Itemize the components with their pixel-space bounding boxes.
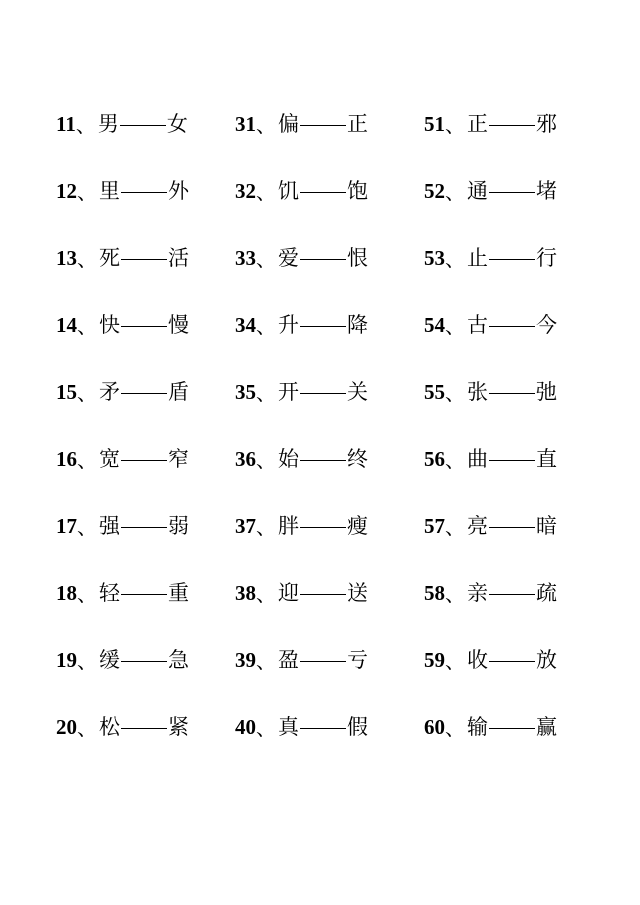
enumeration-comma: 、 bbox=[445, 246, 465, 271]
antonym-pair bbox=[235, 426, 425, 493]
antonym-pair bbox=[56, 91, 246, 158]
pair-number: 51 bbox=[424, 112, 445, 136]
antonym-pair bbox=[424, 225, 614, 292]
enumeration-comma: 、 bbox=[77, 514, 97, 539]
pair-number: 37 bbox=[235, 514, 256, 538]
enumeration-comma: 、 bbox=[77, 648, 97, 673]
left-word: 曲 bbox=[467, 447, 488, 471]
enumeration-comma: 、 bbox=[445, 179, 465, 204]
antonym-column-3 bbox=[424, 91, 614, 761]
enumeration-comma: 、 bbox=[256, 581, 276, 606]
right-word: 亏 bbox=[347, 648, 368, 672]
right-word: 弛 bbox=[536, 380, 557, 404]
long-dash-connector bbox=[489, 125, 535, 126]
enumeration-comma: 、 bbox=[256, 246, 276, 271]
left-word: 张 bbox=[467, 380, 488, 404]
enumeration-comma: 、 bbox=[256, 112, 276, 137]
enumeration-comma: 、 bbox=[445, 447, 465, 472]
long-dash-connector bbox=[121, 460, 167, 461]
left-word: 升 bbox=[278, 313, 299, 337]
long-dash-connector bbox=[300, 594, 346, 595]
long-dash-connector bbox=[121, 326, 167, 327]
left-word: 盈 bbox=[278, 648, 299, 672]
pair-number: 33 bbox=[235, 246, 256, 270]
long-dash-connector bbox=[121, 728, 167, 729]
enumeration-comma: 、 bbox=[256, 715, 276, 740]
long-dash-connector bbox=[300, 728, 346, 729]
antonym-pair bbox=[235, 91, 425, 158]
left-word: 真 bbox=[278, 715, 299, 739]
antonym-column-2 bbox=[235, 91, 425, 761]
antonym-pair bbox=[56, 493, 246, 560]
right-word: 慢 bbox=[168, 313, 189, 337]
pair-number: 57 bbox=[424, 514, 445, 538]
long-dash-connector bbox=[300, 661, 346, 662]
right-word: 假 bbox=[347, 715, 368, 739]
antonym-pair bbox=[235, 292, 425, 359]
long-dash-connector bbox=[489, 393, 535, 394]
right-word: 降 bbox=[347, 313, 368, 337]
left-word: 收 bbox=[467, 648, 488, 672]
left-word: 松 bbox=[99, 715, 120, 739]
enumeration-comma: 、 bbox=[77, 447, 97, 472]
right-word: 饱 bbox=[347, 179, 368, 203]
antonym-pair bbox=[424, 694, 614, 761]
pair-number: 39 bbox=[235, 648, 256, 672]
antonym-pair bbox=[235, 694, 425, 761]
right-word: 关 bbox=[347, 380, 368, 404]
antonym-pair bbox=[235, 560, 425, 627]
left-word: 里 bbox=[99, 179, 120, 203]
left-word: 死 bbox=[99, 246, 120, 270]
long-dash-connector bbox=[121, 661, 167, 662]
right-word: 急 bbox=[168, 648, 189, 672]
antonym-column-1 bbox=[56, 91, 246, 761]
enumeration-comma: 、 bbox=[256, 179, 276, 204]
enumeration-comma: 、 bbox=[77, 313, 97, 338]
right-word: 堵 bbox=[536, 179, 557, 203]
pair-number: 20 bbox=[56, 715, 77, 739]
antonym-pair bbox=[235, 158, 425, 225]
pair-number: 56 bbox=[424, 447, 445, 471]
pair-number: 19 bbox=[56, 648, 77, 672]
long-dash-connector bbox=[300, 326, 346, 327]
antonym-pair bbox=[424, 292, 614, 359]
pair-number: 58 bbox=[424, 581, 445, 605]
left-word: 输 bbox=[467, 715, 488, 739]
right-word: 暗 bbox=[536, 514, 557, 538]
antonym-pair bbox=[235, 359, 425, 426]
long-dash-connector bbox=[489, 527, 535, 528]
right-word: 赢 bbox=[536, 715, 557, 739]
left-word: 古 bbox=[467, 313, 488, 337]
left-word: 饥 bbox=[278, 179, 299, 203]
enumeration-comma: 、 bbox=[256, 648, 276, 673]
right-word: 疏 bbox=[536, 581, 557, 605]
right-word: 终 bbox=[347, 447, 368, 471]
long-dash-connector bbox=[300, 527, 346, 528]
enumeration-comma: 、 bbox=[445, 648, 465, 673]
enumeration-comma: 、 bbox=[445, 715, 465, 740]
antonym-pair bbox=[56, 158, 246, 225]
left-word: 男 bbox=[97, 112, 119, 136]
right-word: 女 bbox=[166, 112, 188, 136]
right-word: 正 bbox=[347, 112, 368, 136]
long-dash-connector bbox=[489, 326, 535, 327]
pair-number: 53 bbox=[424, 246, 445, 270]
long-dash-connector bbox=[300, 460, 346, 461]
long-dash-connector bbox=[121, 393, 167, 394]
right-word: 恨 bbox=[347, 246, 368, 270]
pair-number: 14 bbox=[56, 313, 77, 337]
long-dash-connector bbox=[121, 594, 167, 595]
right-word: 盾 bbox=[168, 380, 189, 404]
pair-number: 60 bbox=[424, 715, 445, 739]
antonym-pair bbox=[56, 694, 246, 761]
enumeration-comma: 、 bbox=[445, 112, 465, 137]
antonym-pair bbox=[424, 426, 614, 493]
pair-number: 36 bbox=[235, 447, 256, 471]
right-word: 窄 bbox=[168, 447, 189, 471]
antonym-pair bbox=[56, 560, 246, 627]
right-word: 行 bbox=[536, 246, 557, 270]
antonym-pair bbox=[56, 292, 246, 359]
long-dash-connector bbox=[489, 594, 535, 595]
pair-number: 12 bbox=[56, 179, 77, 203]
enumeration-comma: 、 bbox=[256, 447, 276, 472]
antonym-pair bbox=[424, 493, 614, 560]
enumeration-comma: 、 bbox=[445, 581, 465, 606]
left-word: 偏 bbox=[278, 112, 299, 136]
pair-number: 55 bbox=[424, 380, 445, 404]
antonym-pair bbox=[424, 560, 614, 627]
antonym-pair bbox=[56, 627, 246, 694]
left-word: 开 bbox=[278, 380, 299, 404]
right-word: 邪 bbox=[536, 112, 557, 136]
long-dash-connector bbox=[121, 259, 167, 260]
long-dash-connector bbox=[489, 661, 535, 662]
pair-number: 40 bbox=[235, 715, 256, 739]
enumeration-comma: 、 bbox=[77, 581, 97, 606]
right-word: 送 bbox=[347, 581, 368, 605]
enumeration-comma: 、 bbox=[445, 514, 465, 539]
right-word: 今 bbox=[536, 313, 557, 337]
pair-number: 15 bbox=[56, 380, 77, 404]
right-word: 外 bbox=[168, 179, 189, 203]
pair-number: 32 bbox=[235, 179, 256, 203]
right-word: 弱 bbox=[168, 514, 189, 538]
left-word: 强 bbox=[99, 514, 120, 538]
enumeration-comma: 、 bbox=[75, 112, 96, 137]
long-dash-connector bbox=[489, 460, 535, 461]
enumeration-comma: 、 bbox=[77, 715, 97, 740]
left-word: 缓 bbox=[99, 648, 120, 672]
antonym-pair bbox=[424, 359, 614, 426]
left-word: 正 bbox=[467, 112, 488, 136]
enumeration-comma: 、 bbox=[256, 313, 276, 338]
long-dash-connector bbox=[489, 192, 535, 193]
right-word: 瘦 bbox=[347, 514, 368, 538]
pair-number: 38 bbox=[235, 581, 256, 605]
enumeration-comma: 、 bbox=[256, 380, 276, 405]
left-word: 爱 bbox=[278, 246, 299, 270]
left-word: 矛 bbox=[99, 380, 120, 404]
right-word: 重 bbox=[168, 581, 189, 605]
long-dash-connector bbox=[121, 192, 167, 193]
long-dash-connector bbox=[489, 728, 535, 729]
long-dash-connector bbox=[121, 527, 167, 528]
left-word: 迎 bbox=[278, 581, 299, 605]
left-word: 亮 bbox=[467, 514, 488, 538]
antonym-pair bbox=[424, 158, 614, 225]
enumeration-comma: 、 bbox=[445, 380, 465, 405]
left-word: 宽 bbox=[99, 447, 120, 471]
left-word: 胖 bbox=[278, 514, 299, 538]
long-dash-connector bbox=[489, 259, 535, 260]
antonym-pair bbox=[424, 627, 614, 694]
antonym-pair bbox=[56, 225, 246, 292]
pair-number: 13 bbox=[56, 246, 77, 270]
enumeration-comma: 、 bbox=[445, 313, 465, 338]
right-word: 紧 bbox=[168, 715, 189, 739]
enumeration-comma: 、 bbox=[77, 246, 97, 271]
antonym-pair bbox=[56, 426, 246, 493]
pair-number: 16 bbox=[56, 447, 77, 471]
left-word: 止 bbox=[467, 246, 488, 270]
right-word: 活 bbox=[168, 246, 189, 270]
antonym-pair bbox=[235, 225, 425, 292]
enumeration-comma: 、 bbox=[256, 514, 276, 539]
long-dash-connector bbox=[300, 393, 346, 394]
pair-number: 11 bbox=[56, 112, 76, 136]
antonym-pair bbox=[235, 493, 425, 560]
right-word: 放 bbox=[536, 648, 557, 672]
antonym-pair bbox=[235, 627, 425, 694]
long-dash-connector bbox=[300, 259, 346, 260]
left-word: 始 bbox=[278, 447, 299, 471]
pair-number: 59 bbox=[424, 648, 445, 672]
pair-number: 17 bbox=[56, 514, 77, 538]
pair-number: 34 bbox=[235, 313, 256, 337]
long-dash-connector bbox=[300, 125, 346, 126]
left-word: 通 bbox=[467, 179, 488, 203]
pair-number: 31 bbox=[235, 112, 256, 136]
left-word: 轻 bbox=[99, 581, 120, 605]
antonym-pair bbox=[424, 91, 614, 158]
pair-number: 35 bbox=[235, 380, 256, 404]
long-dash-connector bbox=[120, 125, 166, 126]
enumeration-comma: 、 bbox=[77, 179, 97, 204]
right-word: 直 bbox=[536, 447, 557, 471]
pair-number: 18 bbox=[56, 581, 77, 605]
enumeration-comma: 、 bbox=[77, 380, 97, 405]
left-word: 亲 bbox=[467, 581, 488, 605]
pair-number: 54 bbox=[424, 313, 445, 337]
antonym-pair bbox=[56, 359, 246, 426]
long-dash-connector bbox=[300, 192, 346, 193]
left-word: 快 bbox=[99, 313, 120, 337]
pair-number: 52 bbox=[424, 179, 445, 203]
